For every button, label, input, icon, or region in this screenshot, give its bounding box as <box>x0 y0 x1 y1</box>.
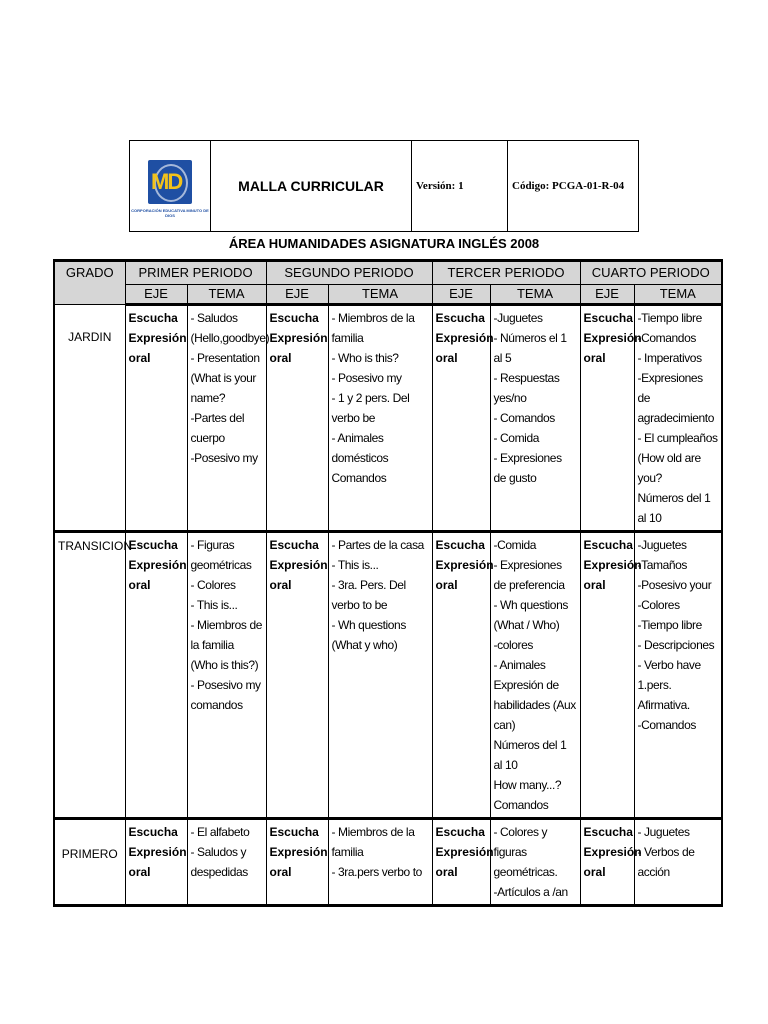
eje-line: oral <box>435 865 458 879</box>
eje-line: oral <box>269 351 292 365</box>
tema-item: -Expresiones de agradecimiento <box>637 371 714 425</box>
eje-line: Expresión <box>128 845 187 859</box>
tema-item: Comandos <box>331 471 387 485</box>
tema-item: -Partes del cuerpo <box>190 411 245 445</box>
tema-item: - Who is this? <box>331 351 399 365</box>
tema-item: - El alfabeto <box>190 825 250 839</box>
tema-header: TEMA <box>634 285 722 305</box>
tema-item: - Figuras geométricas <box>190 538 252 572</box>
eje-line: Expresión <box>128 331 187 345</box>
tema-item: - Colores y figuras geométricas. <box>493 825 558 879</box>
tema-item: - 3ra. Pers. Del verbo to be <box>331 578 406 612</box>
document-version: Versión: 1 <box>412 141 508 231</box>
tema-item: -Colores <box>637 598 680 612</box>
tema-item: - Animales <box>493 658 546 672</box>
eje-cell <box>125 532 187 819</box>
tema-header: TEMA <box>328 285 432 305</box>
eje-line: Escucha <box>583 311 633 325</box>
tema-cell <box>328 819 432 906</box>
eje-line: oral <box>435 351 458 365</box>
period-header: PRIMER PERIODO <box>125 261 266 285</box>
tema-item: - Juguetes <box>637 825 690 839</box>
tema-cell <box>634 532 722 819</box>
eje-cell <box>266 532 328 819</box>
tema-item: - Colores <box>190 578 236 592</box>
table-row <box>54 305 722 532</box>
eje-line: oral <box>128 351 151 365</box>
eje-line: Escucha <box>583 538 633 552</box>
tema-item: - Wh questions (What / Who) <box>493 598 568 632</box>
period-header: SEGUNDO PERIODO <box>266 261 432 285</box>
eje-line: Expresión <box>583 845 642 859</box>
eje-line: Escucha <box>269 825 319 839</box>
tema-item: - 3ra.pers verbo to <box>331 865 422 879</box>
tema-item: -Tiempo libre <box>637 311 702 325</box>
period-header: TERCER PERIODO <box>432 261 580 285</box>
eje-cell <box>432 305 494 532</box>
tema-cell <box>187 305 270 532</box>
tema-item: - Verbos de acción <box>637 845 695 879</box>
tema-item: - 1 y 2 pers. Del verbo be <box>331 391 410 425</box>
tema-item: - Miembros de la familia <box>331 311 415 345</box>
tema-item: Comandos <box>493 798 549 812</box>
eje-line: oral <box>128 578 151 592</box>
eje-cell <box>580 305 642 532</box>
tema-item: comandos <box>190 698 243 712</box>
tema-item: - This is... <box>331 558 379 572</box>
logo-letters: MD <box>151 169 182 194</box>
tema-item: - Expresiones de preferencia <box>493 558 565 592</box>
document-header <box>129 140 639 232</box>
table-row <box>54 532 722 819</box>
tema-cell <box>328 532 432 819</box>
grado-header: GRADO <box>54 261 125 305</box>
tema-item: - Animales domésticos <box>331 431 389 465</box>
eje-header: EJE <box>125 285 187 305</box>
tema-cell <box>187 819 266 906</box>
tema-cell <box>490 819 580 906</box>
eje-line: Expresión <box>435 845 494 859</box>
tema-cell <box>490 305 580 532</box>
eje-line: Escucha <box>269 538 319 552</box>
tema-item: - Expresiones de gusto <box>493 451 562 485</box>
tema-item: Números del 1 al 10 <box>637 491 711 525</box>
eje-line: Expresión <box>583 558 642 572</box>
tema-item: - Verbo have 1.pers. Afirmativa. <box>637 658 701 712</box>
table-row <box>54 819 722 906</box>
eje-line: oral <box>435 578 458 592</box>
eje-line: Escucha <box>128 538 178 552</box>
tema-cell <box>328 305 432 532</box>
tema-item: - Presentation (What is your name? <box>190 351 260 405</box>
period-header: CUARTO PERIODO <box>580 261 722 285</box>
eje-header: EJE <box>432 285 490 305</box>
tema-item: -Tamaños <box>637 558 688 572</box>
tema-item: - Comida <box>493 431 539 445</box>
eje-header: EJE <box>580 285 634 305</box>
eje-cell <box>125 819 187 906</box>
eje-line: Expresión <box>435 558 494 572</box>
eje-line: Escucha <box>128 311 178 325</box>
grade-cell: TRANSICION <box>54 532 125 819</box>
eje-cell <box>125 305 187 532</box>
eje-cell <box>266 819 328 906</box>
curriculum-table <box>53 259 723 907</box>
eje-line: oral <box>269 865 292 879</box>
eje-line: oral <box>269 578 292 592</box>
eje-line: oral <box>583 351 606 365</box>
tema-item: -colores <box>493 638 533 652</box>
eje-line: Escucha <box>435 311 485 325</box>
tema-item: How many...? <box>493 778 562 792</box>
logo-cell <box>130 141 211 231</box>
eje-line: Escucha <box>435 538 485 552</box>
tema-item: - Partes de la casa <box>331 538 424 552</box>
tema-item: -Posesivo your <box>637 578 712 592</box>
tema-item: Números del 1 al 10 <box>493 738 567 772</box>
tema-item: - Números el 1 al 5 <box>493 331 567 365</box>
tema-item: - Imperativos <box>637 351 702 365</box>
tema-cell <box>634 305 722 532</box>
eje-line: oral <box>583 865 606 879</box>
eje-cell <box>432 819 494 906</box>
eje-cell <box>266 305 328 532</box>
tema-cell <box>490 532 580 819</box>
tema-item: -Comandos <box>637 331 696 345</box>
tema-item: - Posesivo my <box>190 678 261 692</box>
subheader-row <box>54 285 722 305</box>
document-code: Código: PCGA-01-R-04 <box>512 180 625 192</box>
tema-item: -Artículos a /an <box>493 885 568 899</box>
grade-cell: PRIMERO <box>54 819 125 906</box>
tema-cell <box>634 819 722 906</box>
eje-line: Escucha <box>435 825 485 839</box>
eje-line: Expresión <box>435 331 494 345</box>
eje-line: Expresión <box>583 331 642 345</box>
eje-line: Escucha <box>128 825 178 839</box>
tema-header: TEMA <box>187 285 266 305</box>
tema-item: Expresión de habilidades (Aux can) <box>493 678 576 732</box>
tema-item: - El cumpleaños (How old are you? <box>637 431 718 485</box>
tema-item: - Wh questions (What y who) <box>331 618 406 652</box>
eje-line: Expresión <box>128 558 187 572</box>
eje-cell <box>580 532 642 819</box>
eje-cell <box>580 819 642 906</box>
tema-item: -Comandos <box>637 718 696 732</box>
eje-line: Expresión <box>269 331 328 345</box>
document-title: MALLA CURRICULAR <box>211 141 412 231</box>
tema-item: - Miembros de la familia <box>331 825 415 859</box>
tema-item: -Juguetes <box>493 311 543 325</box>
logo-caption: CORPORACIÓN EDUCATIVA MINUTO DE DIOS <box>131 208 209 218</box>
institution-logo <box>148 160 192 204</box>
area-title: ÁREA HUMANIDADES ASIGNATURA INGLÉS 2008 <box>228 236 540 251</box>
eje-cell <box>432 532 494 819</box>
tema-item: -Comida <box>493 538 537 552</box>
tema-cell <box>187 532 266 819</box>
grade-cell: JARDIN <box>54 305 125 532</box>
tema-item: -Posesivo my <box>190 451 258 465</box>
eje-line: oral <box>128 865 151 879</box>
eje-header: EJE <box>266 285 328 305</box>
eje-line: Expresión <box>269 558 328 572</box>
tema-item: - Respuestas yes/no <box>493 371 560 405</box>
eje-line: oral <box>583 578 606 592</box>
tema-item: -Juguetes <box>637 538 687 552</box>
tema-item: - Comandos <box>493 411 555 425</box>
tema-item: - This is... <box>190 598 238 612</box>
tema-item: - Descripciones <box>637 638 715 652</box>
eje-line: Escucha <box>269 311 319 325</box>
tema-item: -Tiempo libre <box>637 618 702 632</box>
tema-item: - Saludos (Hello,goodbye) <box>190 311 270 345</box>
tema-header: TEMA <box>490 285 580 305</box>
tema-item: - Miembros de la familia (Who is this?) <box>190 618 262 672</box>
tema-item: - Saludos y despedidas <box>190 845 248 879</box>
eje-line: Expresión <box>269 845 328 859</box>
tema-item: - Posesivo my <box>331 371 402 385</box>
eje-line: Escucha <box>583 825 633 839</box>
period-header-row <box>54 261 722 285</box>
